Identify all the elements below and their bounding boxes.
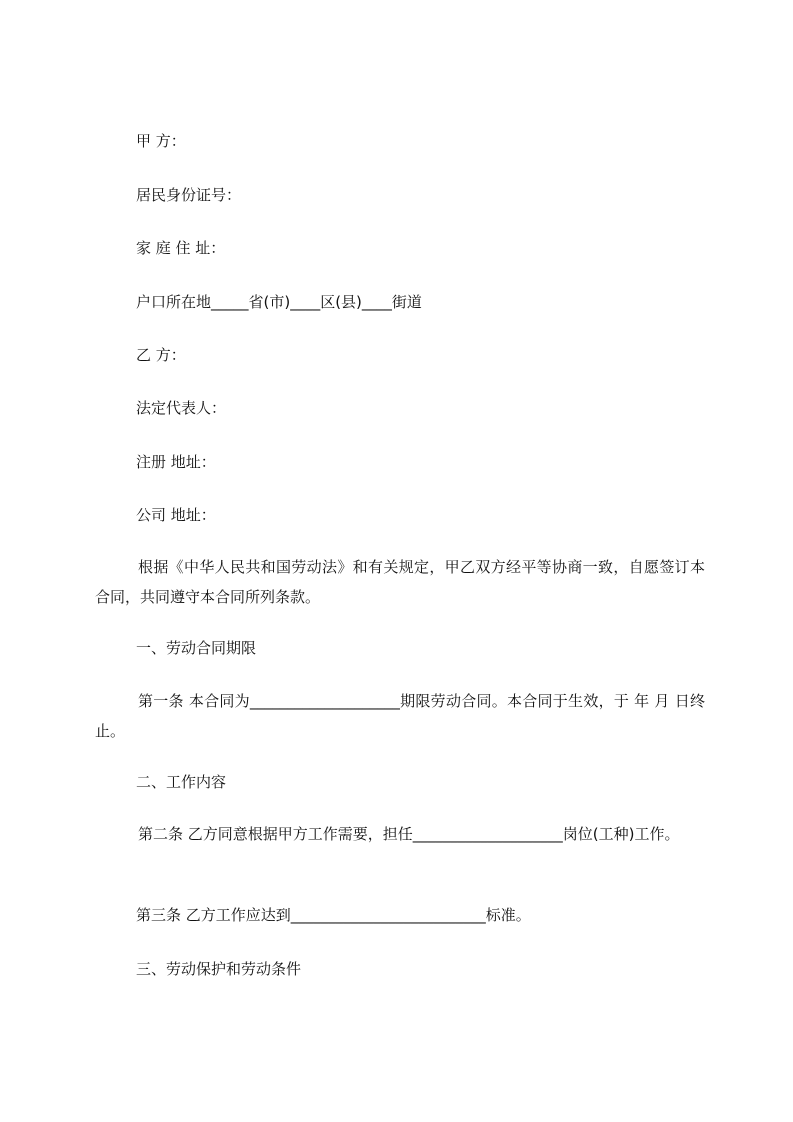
household-registration-line: 户口所在地_____省(市)____区(县)____街道	[136, 293, 422, 311]
section-2-heading: 二、工作内容	[136, 773, 227, 791]
section-3-heading: 三、劳动保护和劳动条件	[136, 960, 302, 978]
home-address-label: 家 庭 住 址：	[136, 239, 226, 257]
party-a-label: 甲 方：	[136, 132, 186, 150]
preamble-paragraph: 根据《中华人民共和国劳动法》和有关规定，甲乙双方经平等协商一致，自愿签订本合同，共同遵守本合同所列条款。	[95, 558, 705, 606]
id-number-label: 居民身份证号：	[136, 186, 242, 204]
section-1-heading: 一、劳动合同期限	[136, 639, 257, 657]
article-2-paragraph: 第二条 乙方同意根据甲方工作需要，担任____________________岗位(工种)工作。	[138, 825, 680, 843]
legal-representative-label: 法定代表人：	[136, 399, 227, 417]
registered-address-label: 注册 地址：	[136, 453, 216, 471]
party-b-label: 乙 方：	[136, 346, 186, 364]
company-address-label: 公司 地址：	[136, 506, 216, 524]
article-1-paragraph: 第一条 本合同为____________________期限劳动合同。本合同于生效，于 年 月 日终止。	[95, 692, 705, 740]
article-3-line: 第三条 乙方工作应达到__________________________标准。	[136, 906, 531, 924]
